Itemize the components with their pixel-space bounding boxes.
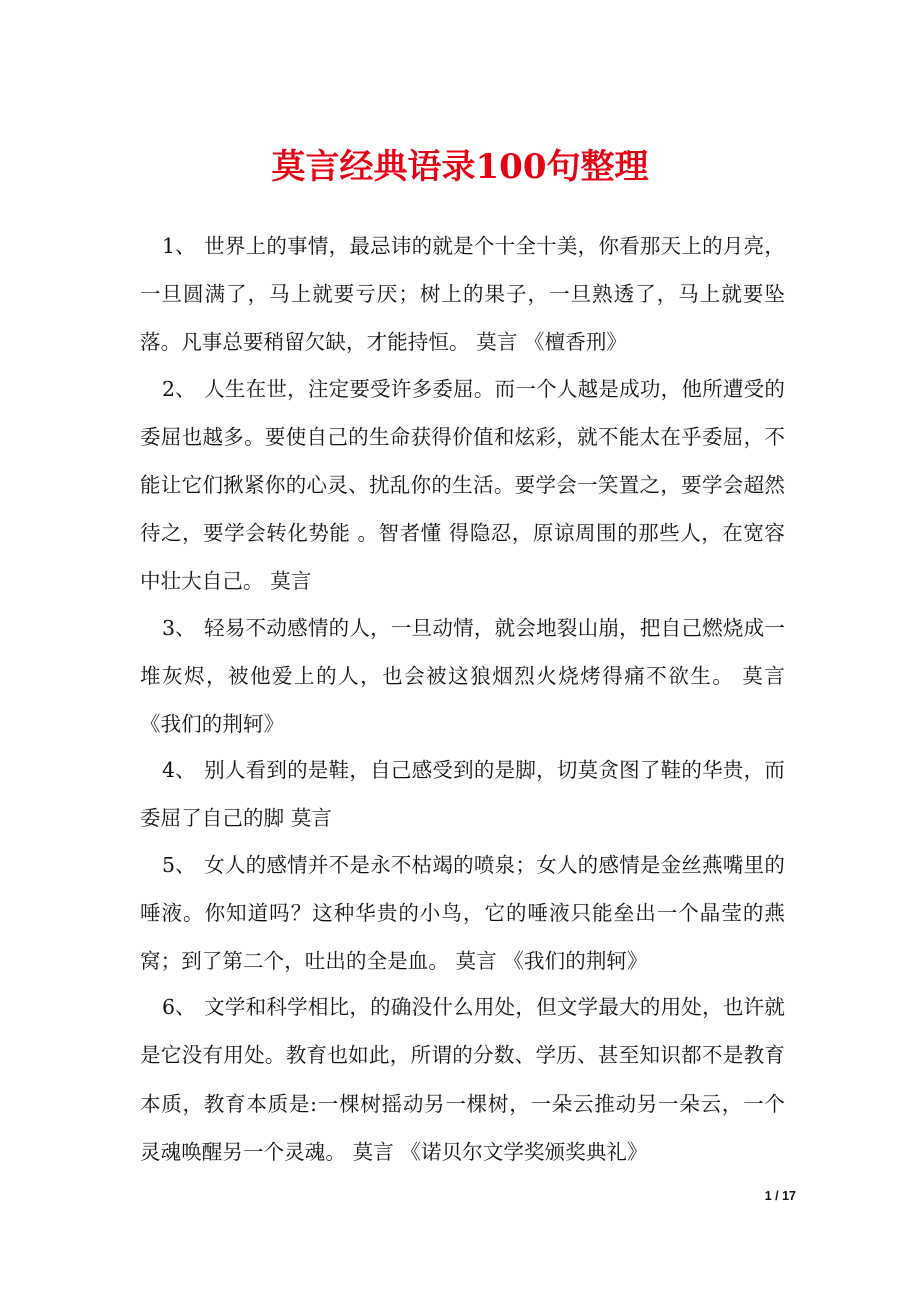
quote-text: 女人的感情并不是永不枯竭的喷泉；女人的感情是金丝燕嘴里的唾液。你知道吗？这种华贵的小鸟，它的唾液只能垒出一个晶莹的燕窝；到了第二个，吐出的全是血。 莫言 《我们的荆轲》	[140, 852, 785, 974]
quote-paragraph-1	[140, 222, 785, 367]
quote-paragraph-3	[140, 604, 785, 749]
quote-paragraph-4	[140, 746, 785, 842]
quote-number: 3、	[162, 615, 196, 640]
quote-number: 4、	[162, 758, 196, 783]
quote-text: 世界上的事情，最忌讳的就是个十全十美，你看那天上的月亮，一旦圆满了，马上就要亏厌；树上的果子，一旦熟透了，马上就要坠落。凡事总要稍留欠缺，才能持恒。 莫言 《檀香刑》	[140, 234, 785, 355]
quote-number: 5、	[162, 852, 196, 877]
quote-text: 别人看到的是鞋，自己感受到的是脚，切莫贪图了鞋的华贵，而委屈了自己的脚 莫言	[140, 758, 785, 831]
page-number: 1 / 17	[764, 1189, 796, 1203]
quote-text: 文学和科学相比，的确没什么用处，但文学最大的用处，也许就是它没有用处。教育也如此，所谓的分数、学历、甚至知识都不是教育本质，教育本质是:一棵树摇动另一棵树，一朵云推动另一朵云，一个灵魂唤醒另一个灵魂。 莫言 《诺贝尔文学奖颁奖典礼》	[140, 995, 785, 1164]
quote-list	[140, 222, 785, 1174]
document-title: 莫言经典语录100句整理	[271, 147, 649, 187]
quote-number: 6、	[162, 995, 196, 1020]
quote-text: 人生在世，注定要受许多委屈。而一个人越是成功，他所遭受的委屈也越多。要使自己的生命获得价值和炫彩，就不能太在乎委屈，不能让它们揪紧你的心灵、扰乱你的生活。要学会一笑置之，要学会超然待之，要学会转化势能 。智者懂 得隐忍，原谅周围的那些人，在宽容中壮大自己。 莫言	[140, 376, 785, 594]
quote-text: 轻易不动感情的人，一旦动情，就会地裂山崩，把自己燃烧成一堆灰烬，被他爱上的人，也会被这狼烟烈火烧烤得痛不欲生。 莫言 《我们的荆轲》	[140, 615, 785, 737]
quote-paragraph-5	[140, 841, 785, 986]
quote-paragraph-6	[140, 983, 785, 1176]
quote-number: 2、	[162, 376, 196, 401]
quote-paragraph-2	[140, 365, 785, 606]
quote-number: 1、	[162, 234, 196, 258]
